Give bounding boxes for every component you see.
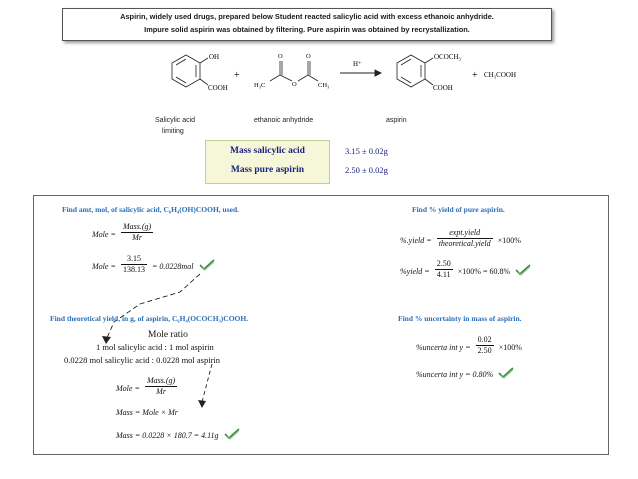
amt-eq2-rhs: = 0.0228mol: [152, 262, 194, 271]
plus-sign-2: +: [472, 70, 478, 81]
mole-ratio-title: Mole ratio: [148, 330, 188, 340]
cooh-label-1: COOH: [208, 84, 228, 92]
theo-eq1-lhs: Mole =: [116, 384, 140, 393]
mole-ratio-line-2: 0.0228 mol salicylic acid : 0.0228 mol aspirin: [64, 355, 221, 365]
check-icon: [224, 428, 240, 440]
mass-aspirin-value: 2.50 ± 0.02g: [345, 165, 388, 175]
salicylic-acid-label: Salicylic acid: [155, 117, 196, 124]
amt-eq1-num: Mass.(g): [122, 222, 152, 231]
o-left-label: O: [278, 53, 283, 60]
check-icon: [199, 259, 215, 271]
check-icon: [498, 367, 514, 379]
yield-eq2-rhs: ×100% = 60.8%: [457, 267, 511, 276]
amt-eq-1: [92, 222, 153, 243]
yield-eq-1: [400, 228, 521, 249]
yield-eq1-lhs: %.yield =: [400, 236, 432, 245]
unc-eq1-num: 0.02: [477, 335, 492, 344]
amt-eq1-fraction: [121, 222, 153, 243]
aspirin-structure: [397, 55, 433, 87]
unc-heading: Find % uncertainty in mass of aspirin.: [398, 314, 522, 323]
check-icon: [515, 264, 531, 276]
cooh-label-2: COOH: [433, 84, 453, 92]
ch3-label: CH₃: [318, 82, 330, 89]
theo-eq-3: [116, 423, 240, 442]
yield-eq1-rhs: ×100%: [497, 236, 521, 245]
amt-eq2-num: 3.15: [121, 254, 147, 265]
aspirin-label: aspirin: [386, 117, 407, 124]
amt-eq1-lhs: Mole =: [92, 230, 116, 239]
ch3cooh-label: CH₃COOH: [484, 71, 516, 79]
catalyst-label: H⁺: [353, 60, 362, 68]
yield-eq2-num: 2.50: [436, 259, 451, 268]
unc-eq-2: [416, 362, 514, 381]
o-mid-label: O: [292, 81, 297, 88]
reaction-arrow: [340, 70, 381, 76]
intro-line-2: Impure solid aspirin was obtained by filtering. Pure aspirin was obtained by recrystallization.: [144, 25, 470, 34]
unc-eq1-lhs: %uncerta int y =: [416, 343, 471, 352]
oh-group-label: OH: [209, 53, 220, 61]
reaction-scheme: [150, 45, 550, 115]
unc-eq2-text: %uncerta int y = 0.80%: [416, 370, 494, 379]
theo-heading: Find theoretical yield, in g, of aspirin, C₆H₄(OCOCH₃)COOH.: [50, 314, 249, 323]
theo-eq1-fraction: [145, 376, 177, 397]
amt-eq1-den: Mr: [132, 233, 142, 242]
unc-eq1-den: 2.50: [477, 346, 492, 355]
theo-eq1-num: Mass.(g): [146, 376, 176, 385]
mass-salicylic-label: Mass salicylic acid: [230, 146, 305, 156]
yield-eq-2: [400, 259, 531, 280]
h3c-label: H₃C: [254, 82, 266, 89]
mass-aspirin-label: Mass pure aspirin: [230, 165, 305, 175]
mole-ratio-line-1: 1 mol salicylic acid : 1 mol aspirin: [96, 342, 214, 352]
mass-table: [205, 140, 330, 184]
yield-eq1-fraction: [437, 228, 493, 249]
yield-eq2-den: 4.11: [436, 270, 451, 279]
unc-eq-1: [416, 335, 522, 356]
ethanoic-anhydride-structure: [270, 61, 318, 81]
amt-eq2-lhs: Mole =: [92, 262, 116, 271]
dashed-arrow-1: [70, 270, 220, 345]
yield-eq1-num: expt.yield: [437, 228, 493, 239]
salicylic-acid-structure: [172, 55, 208, 87]
ococh3-label: OCOCH₃: [434, 53, 461, 61]
unc-eq1-fraction: [476, 335, 494, 356]
amt-eq2-den: 138.13: [122, 265, 145, 274]
theo-eq-1: [116, 376, 177, 397]
limiting-label: limiting: [162, 128, 184, 135]
intro-box: [62, 8, 552, 41]
plus-sign-1: +: [234, 70, 240, 81]
amt-heading: Find amt, mol, of salicylic acid, C₆H₄(OH)COOH, used.: [62, 205, 239, 214]
theo-eq1-den: Mr: [156, 387, 166, 396]
intro-line-1: Aspirin, widely used drugs, prepared below Student reacted salicylic acid with excess ethanoic anhydride.: [120, 12, 494, 21]
yield-eq2-fraction: [435, 259, 453, 280]
ethanoic-anhydride-label: ethanoic anhydride: [254, 117, 314, 124]
mass-salicylic-value: 3.15 ± 0.02g: [345, 146, 388, 156]
yield-eq2-lhs: %yield =: [400, 267, 430, 276]
yield-eq1-den: theoretical.yield: [438, 239, 491, 248]
theo-eq-2: Mass = Mole × Mr: [116, 408, 178, 417]
theo-eq3-text: Mass = 0.0228 × 180.7 = 4.11g: [116, 431, 219, 440]
yield-heading: Find % yield of pure aspirin.: [412, 205, 505, 214]
o-right-label: O: [306, 53, 311, 60]
unc-eq1-rhs: ×100%: [498, 343, 522, 352]
dashed-arrow-2: [190, 362, 220, 412]
